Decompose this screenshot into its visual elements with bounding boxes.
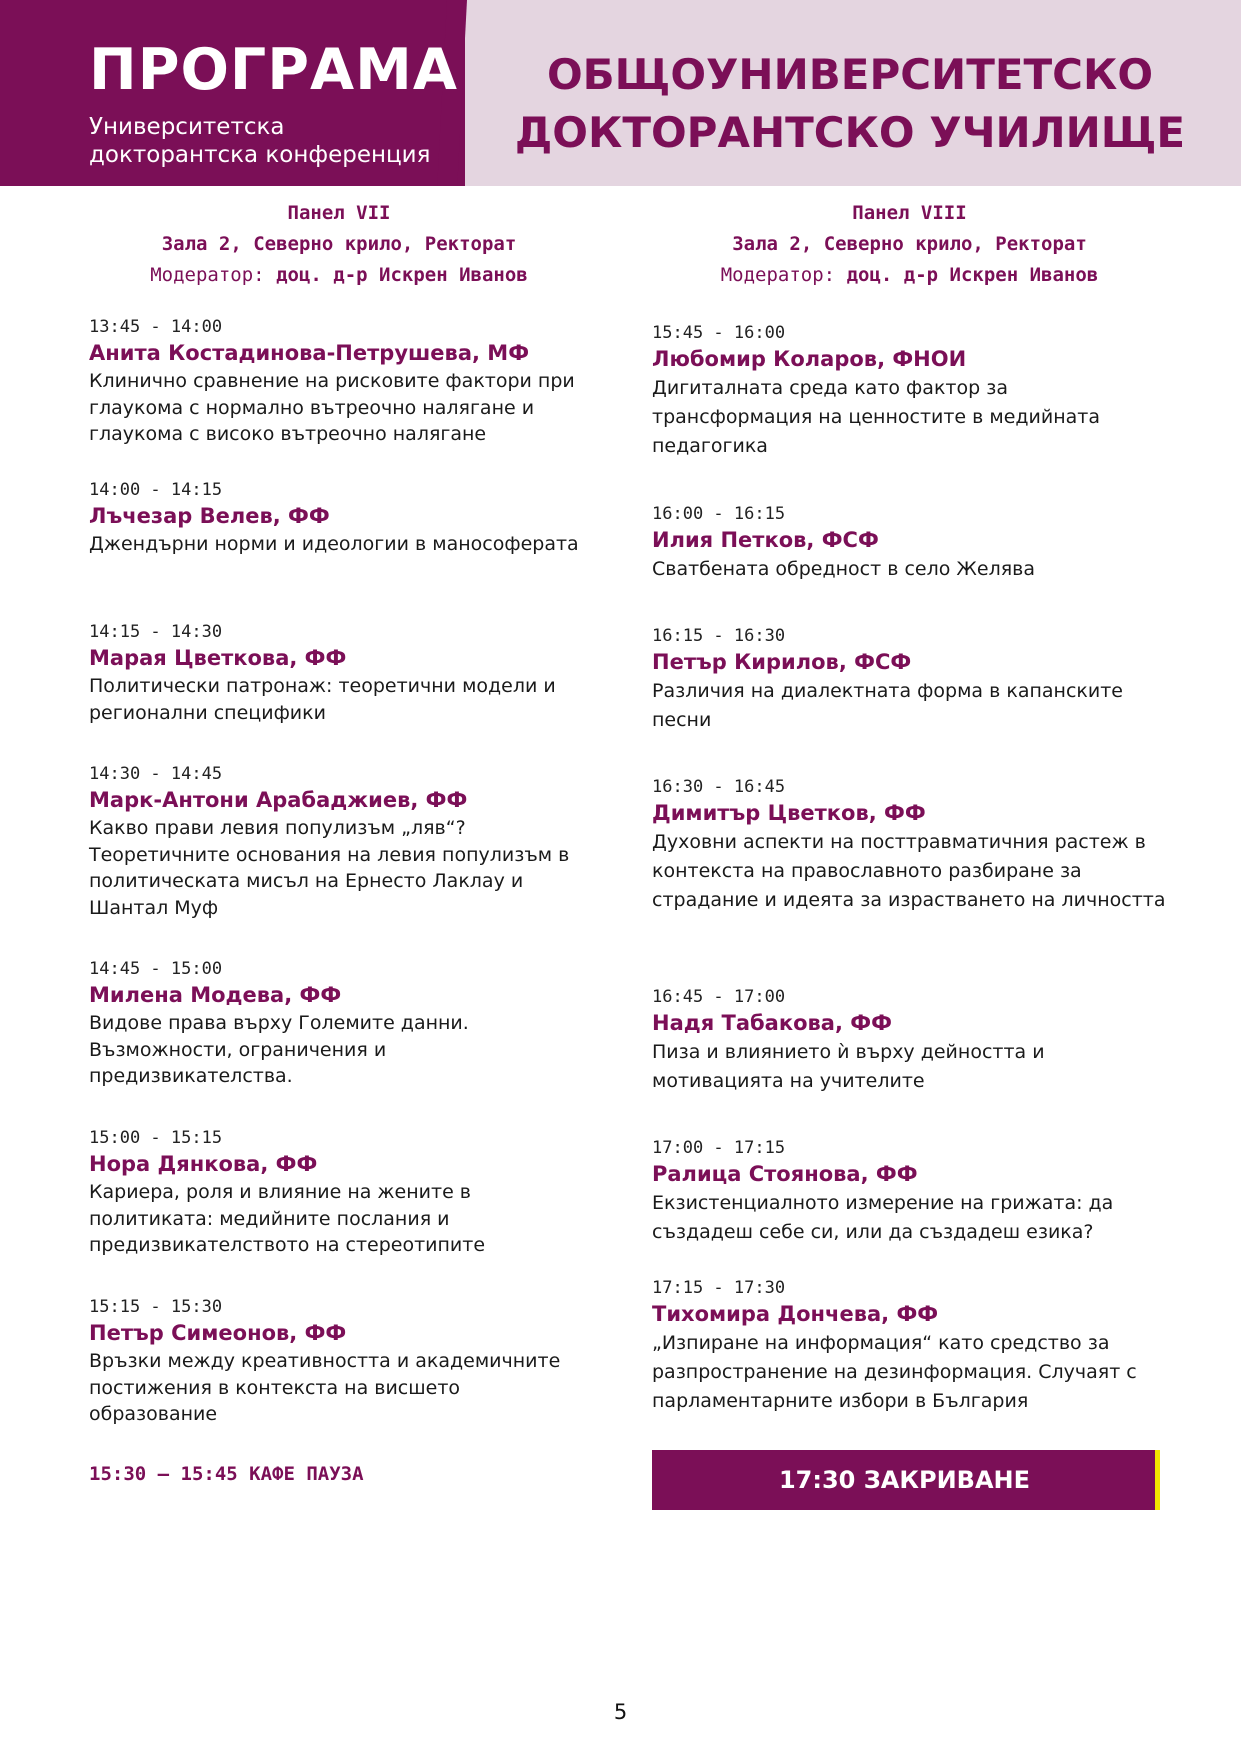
talk-item [89, 958, 589, 1090]
talk-topic: Пиза и влиянието ѝ върху дейността и мотивацията на учителите [652, 1041, 1045, 1092]
talk-item [89, 763, 589, 921]
talk-speaker: Нора Дянкова, ФФ [89, 1152, 318, 1176]
moderator-name: доц. д-р Искрен Иванов [276, 264, 528, 286]
talk-topic: Джендърни норми и идеологии в манософерата [89, 533, 579, 555]
talk-item [652, 1137, 1167, 1247]
program-title: ПРОГРАМА [89, 37, 458, 103]
talk-time: 17:00 - 17:15 [652, 1138, 786, 1158]
talk-time: 16:45 - 17:00 [652, 987, 786, 1007]
moderator-label: Модератор: [720, 264, 836, 286]
talk-topic: Какво прави левия популизъм „ляв“? Теоретичните основания на левия популизъм в политическата мисъл на Ернесто Лаклау и Шантал Муф [89, 817, 570, 919]
talk-speaker: Илия Петков, ФСФ [652, 528, 879, 552]
panel-name: Панел VIII [852, 202, 967, 224]
page-number: 5 [613, 1700, 628, 1724]
talk-topic: Духовни аспекти на посттравматичния растеж в контекста на православното разбиране за страдание и идеята за израстването на личността [652, 831, 1166, 911]
page-header [0, 0, 1241, 186]
panel-moderator [89, 260, 589, 291]
closing-banner: 17:30 ЗАКРИВАНЕ [652, 1450, 1157, 1510]
talk-speaker: Милена Модева, ФФ [89, 983, 342, 1007]
talk-speaker: Петър Симеонов, ФФ [89, 1321, 347, 1345]
talk-topic: Кариера, роля и влияние на жените в политиката: медийните послания и предизвикателството на стереотипите [89, 1181, 486, 1256]
talk-topic: Дигиталната среда като фактор за трансформация на ценностите в медийната педагогика [652, 377, 1101, 457]
talk-item [89, 1296, 589, 1428]
panel-heading [89, 198, 589, 291]
school-title [480, 46, 1220, 162]
talk-time: 14:00 - 14:15 [89, 480, 223, 500]
talk-item [652, 1277, 1167, 1416]
coffee-break: 15:30 – 15:45 КАФЕ ПАУЗА [89, 1463, 364, 1485]
talk-topic: Различия на диалектната форма в капанските песни [652, 680, 1123, 731]
talk-time: 16:15 - 16:30 [652, 626, 786, 646]
panel-heading [652, 198, 1167, 291]
talk-item [89, 316, 589, 448]
talk-speaker: Марк-Антони Арабаджиев, ФФ [89, 788, 468, 812]
talk-time: 15:45 - 16:00 [652, 323, 786, 343]
talk-time: 13:45 - 14:00 [89, 317, 223, 337]
talk-time: 15:15 - 15:30 [89, 1297, 223, 1317]
talk-topic: Екзистенциалното измерение на грижата: да създадеш себе си, или да създадеш езика? [652, 1192, 1114, 1243]
panel-location: Зала 2, Северно крило, Ректорат [161, 233, 517, 255]
talk-time: 14:30 - 14:45 [89, 764, 223, 784]
talk-speaker: Тихомира Дончева, ФФ [652, 1302, 939, 1326]
talk-time: 14:15 - 14:30 [89, 622, 223, 642]
panel-location: Зала 2, Северно крило, Ректорат [732, 233, 1087, 255]
moderator-name: доц. д-р Искрен Иванов [846, 264, 1099, 286]
talk-topic: Видове права върху Големите данни. Възможности, ограничения и предизвикателства. [89, 1012, 469, 1087]
panel-moderator [652, 260, 1167, 291]
subtitle-line-1: Университетска [89, 114, 285, 140]
talk-speaker: Любомир Коларов, ФНОИ [652, 347, 967, 371]
school-title-line-1: ОБЩОУНИВЕРСИТЕТСКО [546, 50, 1154, 99]
subtitle-line-2: докторантска конференция [89, 142, 431, 168]
talk-time: 16:00 - 16:15 [652, 504, 786, 524]
talk-item [89, 1127, 589, 1259]
talk-time: 15:00 - 15:15 [89, 1128, 223, 1148]
talk-item [652, 625, 1167, 735]
talk-speaker: Анита Костадинова-Петрушева, МФ [89, 341, 530, 365]
talk-speaker: Димитър Цветков, ФФ [652, 801, 926, 825]
talk-speaker: Петър Кирилов, ФСФ [652, 650, 912, 674]
talk-topic: Клинично сравнение на рисковите фактори при глаукома с нормално вътреочно налягане и глаукома с високо вътреочно налягане [89, 370, 575, 445]
talk-item [652, 986, 1167, 1096]
talk-speaker: Лъчезар Велев, ФФ [89, 504, 330, 528]
talk-speaker: Марая Цветкова, ФФ [89, 646, 347, 670]
talk-item [652, 503, 1167, 584]
talk-speaker: Ралица Стоянова, ФФ [652, 1162, 918, 1186]
conference-subtitle [89, 113, 449, 169]
talk-speaker: Надя Табакова, ФФ [652, 1011, 892, 1035]
talk-time: 17:15 - 17:30 [652, 1278, 786, 1298]
talk-item [652, 322, 1167, 461]
talk-topic: Политически патронаж: теоретични модели и регионални специфики [89, 675, 556, 724]
talk-item [652, 776, 1167, 915]
talk-topic: Връзки между креативността и академичните постижения в контекста на висшето образование [89, 1350, 561, 1425]
school-title-line-2: ДОКТОРАНТСКО УЧИЛИЩЕ [514, 108, 1186, 157]
panel-name: Панел VII [287, 202, 391, 224]
talk-time: 14:45 - 15:00 [89, 959, 223, 979]
talk-item [89, 479, 589, 558]
talk-item [89, 621, 589, 726]
closing-accent-stripe [1155, 1450, 1160, 1510]
talk-topic: „Изпиране на информация“ като средство за разпространение на дезинформация. Случаят с парламентарните избори в България [652, 1332, 1137, 1412]
talk-topic: Сватбената обредност в село Желява [652, 558, 1035, 580]
talk-time: 16:30 - 16:45 [652, 777, 786, 797]
moderator-label: Модератор: [150, 264, 265, 286]
